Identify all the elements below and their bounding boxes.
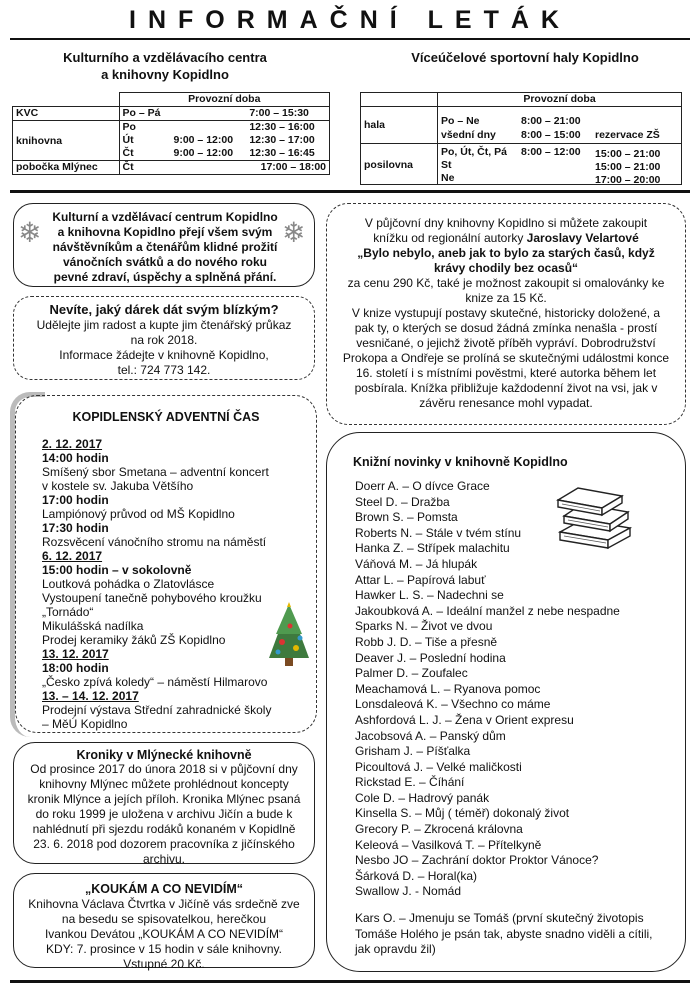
offer-author: Jaroslavy Velartové <box>526 231 639 245</box>
offer-line: knížku od regionální autorky <box>373 231 524 245</box>
advent-line: 15:00 hodin – v sokolovně <box>42 563 192 577</box>
table-row: Út 9:00 – 12:00 12:30 – 17:00 <box>13 134 330 147</box>
advent-line: „Česko zpívá koledy“ – náměstí Hilmarovo <box>42 675 268 689</box>
advent-line: 17:00 hodin <box>42 493 109 507</box>
book-item: Grecory P. – Zkrocená královna <box>355 822 523 837</box>
advent-line: Vystoupení tanečně pohybového kroužku <box>42 591 262 605</box>
advent-line: – MěÚ Kopidlno <box>42 717 128 731</box>
book-item: Jakoubková A. – Ideální manžel z nebe nespadne <box>355 603 620 618</box>
advent-heading: KOPIDLENSKÝ ADVENTNÍ ČAS <box>72 410 260 424</box>
books-stack-icon <box>552 480 634 552</box>
hall-label: hala <box>364 119 386 131</box>
gift-line: Informace žádejte v knihovně Kopidlno, <box>59 348 269 362</box>
header-rule <box>10 190 690 193</box>
gift-line: tel.: 724 773 142. <box>117 363 211 377</box>
book-item: Roberts N. – Stále v tvém stínu <box>355 525 522 540</box>
table-row: KVC Po – Pá 7:00 – 15:30 <box>13 107 330 121</box>
koukam-line: KDY: 7. prosince v 15 hodin v sále knihovny. <box>46 942 282 956</box>
book-item: Grisham J. – Píšťalka <box>355 744 471 759</box>
book-offer-box <box>326 203 686 425</box>
book-item: Nesbo JO – Zachrání doktor Proktor Vánoce? <box>355 853 599 868</box>
greeting-box <box>13 203 315 287</box>
chronicles-heading: Kroniky v Mlýnecké knihovně <box>76 748 252 762</box>
book-item: Váňová M. – Já hlupák <box>355 556 478 571</box>
offer-line: V půjčovní dny knihovny Kopidlno si můžete zakoupit <box>364 216 648 230</box>
gift-heading: Nevíte, jaký dárek dát svým blízkým? <box>49 302 279 317</box>
table-row: Čt 9:00 – 12:00 12:30 – 16:45 <box>13 147 330 161</box>
book-item: Jacobsová A. – Panský dům <box>355 728 506 743</box>
advent-line: 2. 12. 2017 <box>42 437 103 451</box>
book-item: Keleová – Vasilková T. – Přítelkyně <box>355 837 542 852</box>
book-item: Hawker L. S. – Nadechni se <box>355 588 504 603</box>
book-item: Hanka Z. – Střípek malachitu <box>355 541 510 556</box>
koukam-heading: „KOUKÁM A CO NEVIDÍM“ <box>84 882 244 896</box>
book-item: Brown S. – Pomsta <box>355 510 458 525</box>
advent-line: Loutková pohádka o Zlatovlásce <box>42 577 215 591</box>
advent-line: 18:00 hodin <box>42 661 109 675</box>
book-item: Rickstad E. – Číhání <box>355 775 465 790</box>
book-item: Swallow J. - Nomád <box>355 884 462 899</box>
advent-line: Mikulášská nadílka <box>42 619 144 633</box>
christmas-tree-icon <box>264 602 314 668</box>
snowflake-icon: ❄ <box>282 217 306 248</box>
book-item: Palmer D. – Zoufalec <box>355 666 468 681</box>
gift-line: na rok 2018. <box>130 333 198 347</box>
advent-line: 6. 12. 2017 <box>42 549 103 563</box>
advent-line: Prodejní výstava Střední zahradnické školy <box>42 703 272 717</box>
greeting-text: Kulturní a vzdělávací centrum Kopidlno a knihovna Kopidlno přejí všem svým návštěvníkům a čtenářům klidné prožití vánočních svátků a do nového roku pevné zdraví, úspěchy a splněná přání. <box>52 210 278 284</box>
book-item: Ashfordová L. J. – Žena v Orient expresu <box>355 712 574 727</box>
koukam-line: na besedu se spisovatelkou, herečkou <box>61 912 267 926</box>
advent-line: 14:00 hodin <box>42 451 109 465</box>
advent-line: 17:30 hodin <box>42 521 109 535</box>
new-books-heading: Knižní novinky v knihovně Kopidlno <box>353 455 568 469</box>
book-item: Šárková D. – Horal(ka) <box>355 868 478 883</box>
hall-heading: Víceúčelové sportovní haly Kopidlno <box>411 50 639 65</box>
offer-line: za cenu 290 Kč, také je možnost zakoupit si omalovánky ke knize za 15 Kč. <box>347 276 665 305</box>
title-rule <box>10 38 690 40</box>
kvc-heading-line2: a knihovny Kopidlno <box>101 67 229 82</box>
koukam-line: Vstupné 20 Kč. <box>123 957 205 971</box>
book-item: Deaver J. – Poslední hodina <box>355 650 506 665</box>
gym-label: posilovna <box>364 159 414 171</box>
chronicles-box <box>13 742 315 864</box>
table-row: knihovna Po 12:30 – 16:00 <box>13 121 330 135</box>
book-item: Sparks N. – Život ve dvou <box>355 619 493 634</box>
kvc-hours-table <box>12 92 330 175</box>
book-item: Doerr A. – O dívce Grace <box>355 479 490 493</box>
book-item: Picoultová J. – Velké maličkosti <box>355 759 522 774</box>
hall-table-head: Provozní doba <box>437 93 681 107</box>
table-row: pobočka Mlýnec Čt 17:00 – 18:00 <box>13 161 330 175</box>
kvc-heading-line1: Kulturního a vzdělávacího centra <box>63 50 267 65</box>
koukam-line: Ivankou Devátou „KOUKÁM A CO NEVIDÍM“ <box>44 927 284 941</box>
advent-line: 13. – 14. 12. 2017 <box>42 689 139 703</box>
chronicles-text: Od prosince 2017 do února 2018 si v půjčovní dny knihovny Mlýnec můžete prohlédnout koncepty kronik Mlýnce a jejích příloh. Kronika Mlýnec psaná do roku 1999 je uložena v archivu Jičín a bude k nahlédnutí při sjezdu rodáků konaném v Kopidlně 23. 6. 2018 pod dozorem pracovníka z jičínského archivu. <box>27 762 301 866</box>
book-item: Steel D. – Dražba <box>355 494 450 509</box>
advent-list <box>42 437 312 731</box>
advent-box <box>15 395 317 733</box>
book-item: Cole D. – Hadrový panák <box>355 790 490 805</box>
advent-line: 13. 12. 2017 <box>42 647 109 661</box>
koukam-box <box>13 873 315 971</box>
advent-line: „Tornádo“ <box>42 605 94 619</box>
offer-book-title: „Bylo nebylo, aneb jak to bylo za starých časů, když krávy chodily bez ocasů“ <box>357 246 655 275</box>
book-item: Attar L. – Papírová labuť <box>355 572 486 587</box>
advent-line: Rozsvěcení vánočního stromu na náměstí <box>42 535 267 549</box>
new-books-box <box>326 432 686 972</box>
advent-line: v kostele sv. Jakuba Většího <box>42 479 194 493</box>
advent-line: Lampiónový průvod od MŠ Kopidlno <box>42 507 235 521</box>
book-item-last: Kars O. – Jmenuju se Tomáš (první skutečný životopis Tomáše Holého je psán tak, abyste snadno viděli a cítili, jak opravdu žil) <box>355 911 653 957</box>
koukam-line: Knihovna Václava Čtvrtka v Jičíně vás srdečně zve <box>28 897 300 911</box>
gift-box <box>13 296 315 380</box>
page-title: INFORMAČNÍ LETÁK <box>129 6 571 34</box>
kvc-table-head: Provozní doba <box>119 93 330 107</box>
offer-description: V knize vystupují postavy skutečné, historicky doložené, a pak ty, o kterých se dosud žádná zmínka nenašla - prostí vesničané, o jejichž životě příběh vypráví. Dobrodružství Prokopa a Ondřeje se prolíná se skutečnými událostmi konce 16. století i s místními pověstmi, které autorka během let posbírala. Knížka přibližuje každodenní život na vsi, jak v závěru renesance mohl vypadat. <box>342 306 670 410</box>
book-item: Kinsella S. – Můj ( téměř) dokonalý život <box>355 806 570 821</box>
footer-rule <box>10 980 690 983</box>
advent-line: Prodej keramiky žáků ZŠ Kopidlno <box>42 633 226 647</box>
hall-hours-table: Provozní doba hala Po – Ne 8:00 – 21:00 všední dny 8:00 – 15:00 rezervace ZŠ posilovna Po, Út, Čt, Pá 8:00 – 12:00 15:00 – 21:00 St 15:00 – 21:00 Ne 17:00 – 20:00 <box>360 92 682 185</box>
advent-line: Smíšený sbor Smetana – adventní koncert <box>42 465 269 479</box>
snowflake-icon: ❄ <box>18 217 42 248</box>
book-item: Meachamová L. – Ryanova pomoc <box>355 681 541 696</box>
kvc-heading <box>30 49 300 83</box>
book-item: Lonsdaleová K. – Všechno co máme <box>355 697 551 712</box>
book-item: Robb J. D. – Tiše a přesně <box>355 634 498 649</box>
gift-line: Udělejte jim radost a kupte jim čtenářský průkaz <box>36 318 292 332</box>
